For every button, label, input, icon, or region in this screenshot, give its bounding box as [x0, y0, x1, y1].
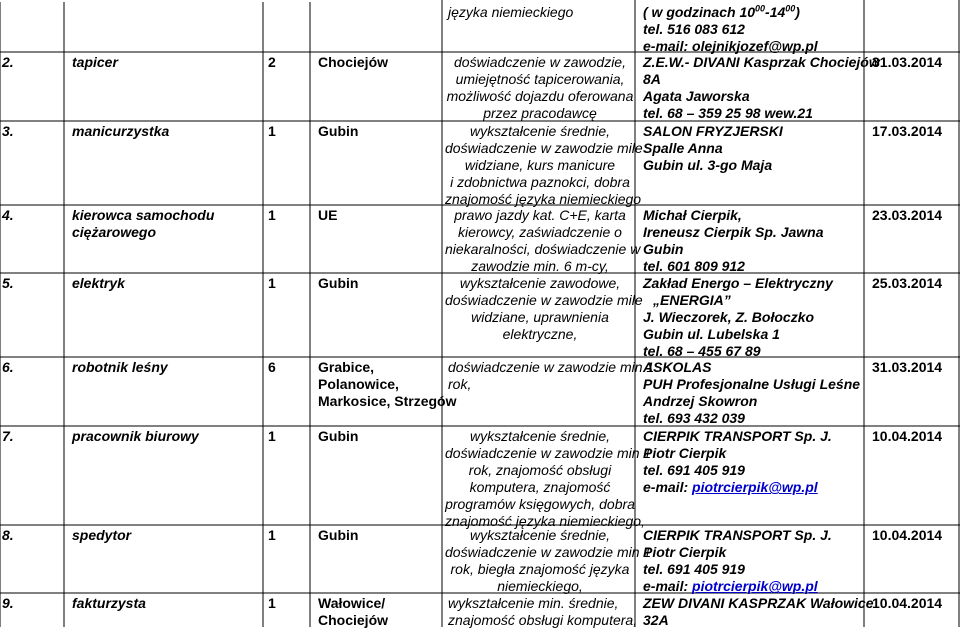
employer-contact: Michał Cierpik, Ireneusz Cierpik Sp. Jawna Gubin tel. 601 809 912 [643, 207, 824, 274]
offer-date: 31.03.2014 [872, 54, 943, 70]
employer-contact: Zakład Energo – Elektryczny „ENERGIA” J. Wieczorek, Z. Bołoczko Gubin ul. Lubelska 1 tel. 68 – 455 67 89 [643, 275, 833, 359]
job-title: tapicer [72, 54, 118, 70]
vacancy-count: 1 [268, 123, 276, 139]
vacancy-count: 1 [268, 428, 276, 444]
work-place: UE [318, 207, 338, 223]
vacancy-count: 1 [268, 275, 276, 291]
offer-date: 10.04.2014 [872, 527, 943, 543]
work-place: Chociejów [318, 54, 389, 70]
job-title: kierowca samochodu ciężarowego [72, 207, 215, 240]
requirements: doświadczenie w zawodzie, umiejętność tapicerowania, możliwość dojazdu oferowana przez pracodawcę [446, 54, 634, 121]
row-number: 2. [2, 54, 14, 70]
job-title: manicurzystka [72, 123, 170, 139]
vacancy-count: 6 [268, 359, 276, 375]
job-title: pracownik biurowy [72, 428, 199, 444]
row-number: 7. [2, 428, 14, 444]
email-link[interactable]: piotrcierpik@wp.pl [692, 578, 818, 594]
row-number: 9. [2, 595, 14, 611]
requirements: prawo jazdy kat. C+E, karta kierowcy, zaświadczenie o niekaralności, doświadczenie w zawodzie min. 6 m-cy, [445, 207, 641, 274]
offer-date: 17.03.2014 [872, 123, 943, 139]
row-number: 6. [2, 359, 14, 375]
employer-contact: CIERPIK TRANSPORT Sp. J. Piotr Cierpik tel. 691 405 919 e-mail: piotrcierpik@wp.pl [643, 428, 832, 495]
offer-date: 31.03.2014 [872, 359, 943, 375]
work-place: Gubin [318, 527, 359, 543]
vacancy-count: 2 [268, 54, 276, 70]
vacancy-count: 1 [268, 527, 276, 543]
requirements: wykształcenie średnie, doświadczenie w zawodzie min 1 rok, biegła znajomość języka niemieckiego, [445, 527, 652, 594]
top-contact: ( w godzinach $10^{00}-14^{00}$) tel. 516 083 612 e-mail: olejnikjozef@wp.pl [643, 3, 818, 54]
employer-contact: Z.E.W.- DIVANI Kasprzak Chociejów 8A Agata Jaworska tel. 68 – 359 25 98 wew.21 [643, 54, 880, 121]
top-qualification: języka niemieckiego [448, 4, 574, 20]
requirements: doświadczenie w zawodzie min 1 rok, [448, 359, 655, 392]
offer-date: 10.04.2014 [872, 428, 943, 444]
employer-contact: SALON FRYZJERSKI Spalle Anna Gubin ul. 3-go Maja [643, 123, 783, 173]
offer-date: 23.03.2014 [872, 207, 943, 223]
requirements: wykształcenie średnie, doświadczenie w zawodzie min 1 rok, znajomość obsługi komputera, znajomość programów księgowych, dobra znajomość języka niemieckiego, [445, 428, 652, 529]
vacancy-count: 1 [268, 595, 276, 611]
work-place: Gubin [318, 428, 359, 444]
employer-contact: ZEW DIVANI KASPRZAK Wałowice 32A [643, 595, 874, 628]
employer-contact: CIERPIK TRANSPORT Sp. J. Piotr Cierpik tel. 691 405 919 e-mail: piotrcierpik@wp.pl [643, 527, 832, 594]
row-number: 8. [2, 527, 14, 543]
email-link[interactable]: piotrcierpik@wp.pl [692, 479, 818, 495]
requirements: wykształcenie zawodowe, doświadczenie w zawodzie mile widziane, uprawnienia elektryczne, [445, 275, 643, 342]
job-title: robotnik leśny [72, 359, 168, 375]
work-place: Wałowice/ Chociejów [318, 595, 389, 628]
job-title: spedytor [72, 527, 132, 543]
offer-date: 10.04.2014 [872, 595, 943, 611]
job-title: elektryk [72, 275, 125, 291]
offer-date: 25.03.2014 [872, 275, 943, 291]
requirements: wykształcenie średnie, doświadczenie w zawodzie mile widziane, kurs manicure i zdobnictwa paznokci, dobra znajomość języka niemieckiego [445, 123, 643, 207]
row-number: 3. [2, 123, 14, 139]
work-place: Grabice, Polanowice, Markosice, Strzegów [318, 359, 457, 409]
requirements: wykształcenie min. średnie, znajomość obsługi komputera, [448, 595, 638, 628]
work-place: Gubin [318, 275, 359, 291]
row-number: 5. [2, 275, 14, 291]
row-number: 4. [2, 207, 14, 223]
vacancy-count: 1 [268, 207, 276, 223]
job-title: fakturzysta [72, 595, 146, 611]
work-place: Gubin [318, 123, 359, 139]
employer-contact: ASKOLAS PUH Profesjonalne Usługi Leśne Andrzej Skowron tel. 693 432 039 [643, 359, 861, 426]
